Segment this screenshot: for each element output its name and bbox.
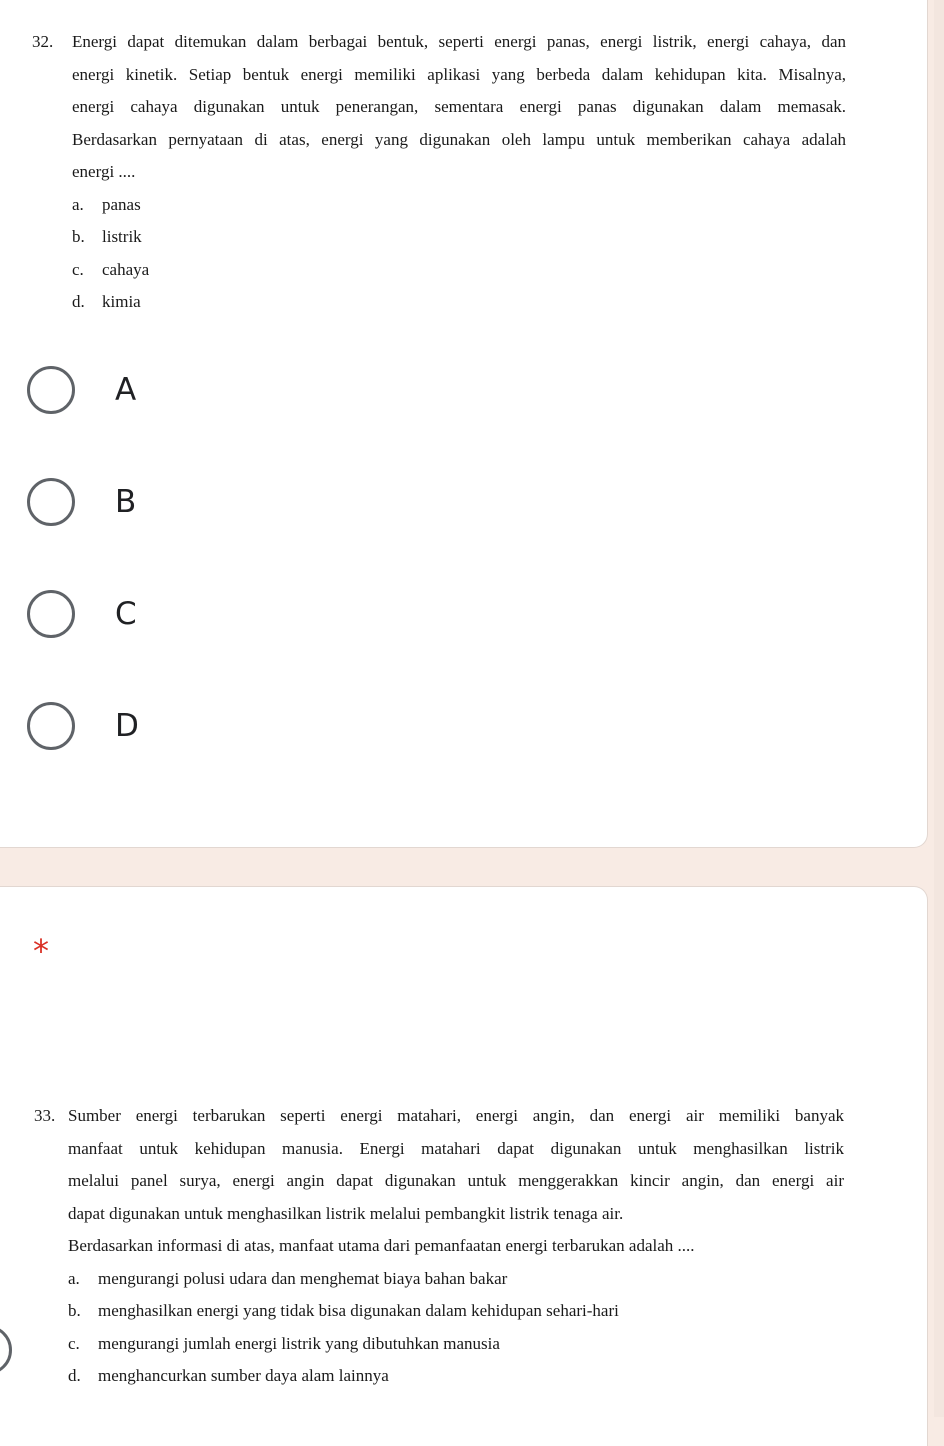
question-text-line: Energi dapat ditemukan dalam berbagai bentuk, seperti energi panas, energi listrik, energi cahaya, dan [72, 32, 846, 51]
question-text-line: energi cahaya digunakan untuk penerangan, sementara energi panas digunakan dalam memasak. [72, 97, 846, 116]
answer-choice-d [68, 1360, 844, 1393]
choice-text: menghasilkan energi yang tidak bisa digunakan dalam kehidupan sehari-hari [98, 1301, 619, 1320]
choice-text: mengurangi jumlah energi listrik yang dibutuhkan manusia [98, 1333, 500, 1353]
choice-text: mengurangi polusi udara dan menghemat biaya bahan bakar [98, 1268, 508, 1288]
choice-letter: d. [72, 292, 85, 311]
choice-letter: b. [68, 1301, 81, 1320]
choice-letter: c. [72, 259, 84, 279]
radio-button[interactable] [27, 590, 75, 638]
choice-text: panas [102, 194, 141, 214]
option-label[interactable]: C [115, 596, 137, 632]
radio-option-b[interactable] [27, 474, 136, 530]
option-label[interactable]: D [115, 708, 139, 744]
choice-letter: a. [68, 1268, 80, 1288]
answer-choice-a [68, 1263, 844, 1296]
question-text-line: energi kinetik. Setiap bentuk energi memiliki aplikasi yang berbeda dalam kehidupan kita. Misalnya, [72, 64, 846, 84]
choice-text: menghancurkan sumber daya alam lainnya [98, 1366, 389, 1385]
question-text-line: manfaat untuk kehidupan manusia. Energi matahari dapat digunakan untuk menghasilkan listrik [68, 1138, 844, 1158]
radio-option-c[interactable] [27, 586, 137, 642]
choice-letter: b. [72, 227, 85, 246]
radio-button[interactable] [27, 702, 75, 750]
question-text-line: melalui panel surya, energi angin dapat digunakan untuk menggerakkan kincir angin, dan energi air [68, 1171, 844, 1190]
choice-letter: c. [68, 1333, 80, 1353]
answer-choice-a [72, 189, 846, 222]
answer-choice-d [72, 286, 846, 319]
page-scrollbar[interactable] [934, 0, 944, 1417]
question-text-line: Berdasarkan informasi di atas, manfaat utama dari pemanfaatan energi terbarukan adalah .... [68, 1236, 695, 1255]
radio-option-d[interactable] [27, 698, 139, 754]
radio-button[interactable] [27, 366, 75, 414]
question-text-line: dapat digunakan untuk menghasilkan listrik melalui pembangkit listrik tenaga air. [68, 1203, 624, 1223]
choice-letter: a. [72, 194, 84, 214]
question-number: 33. [34, 1106, 56, 1125]
question-image-33 [34, 1100, 844, 1393]
question-text-line: energi .... [72, 162, 136, 181]
choice-text: listrik [102, 227, 142, 246]
choice-text: kimia [102, 292, 141, 311]
question-image-32 [32, 26, 846, 319]
option-label[interactable]: A [115, 372, 137, 408]
answer-choice-c [68, 1328, 844, 1361]
answer-choice-b [72, 221, 846, 254]
question-card-33 [0, 886, 928, 1446]
question-number: 32. [32, 32, 54, 51]
radio-option-a[interactable] [27, 362, 136, 418]
required-asterisk: * [33, 932, 49, 970]
radio-button[interactable] [27, 478, 75, 526]
question-text-line: Sumber energi terbarukan seperti energi matahari, energi angin, dan energi air memiliki banyak [68, 1106, 844, 1125]
option-label[interactable]: B [115, 484, 137, 520]
radio-button[interactable] [0, 1325, 12, 1375]
answer-choice-c [72, 254, 846, 287]
choice-text: cahaya [102, 259, 150, 279]
question-text-line: Berdasarkan pernyataan di atas, energi yang digunakan oleh lampu untuk memberikan cahaya adalah [72, 129, 846, 149]
answer-choice-b [68, 1295, 844, 1328]
choice-letter: d. [68, 1366, 81, 1385]
